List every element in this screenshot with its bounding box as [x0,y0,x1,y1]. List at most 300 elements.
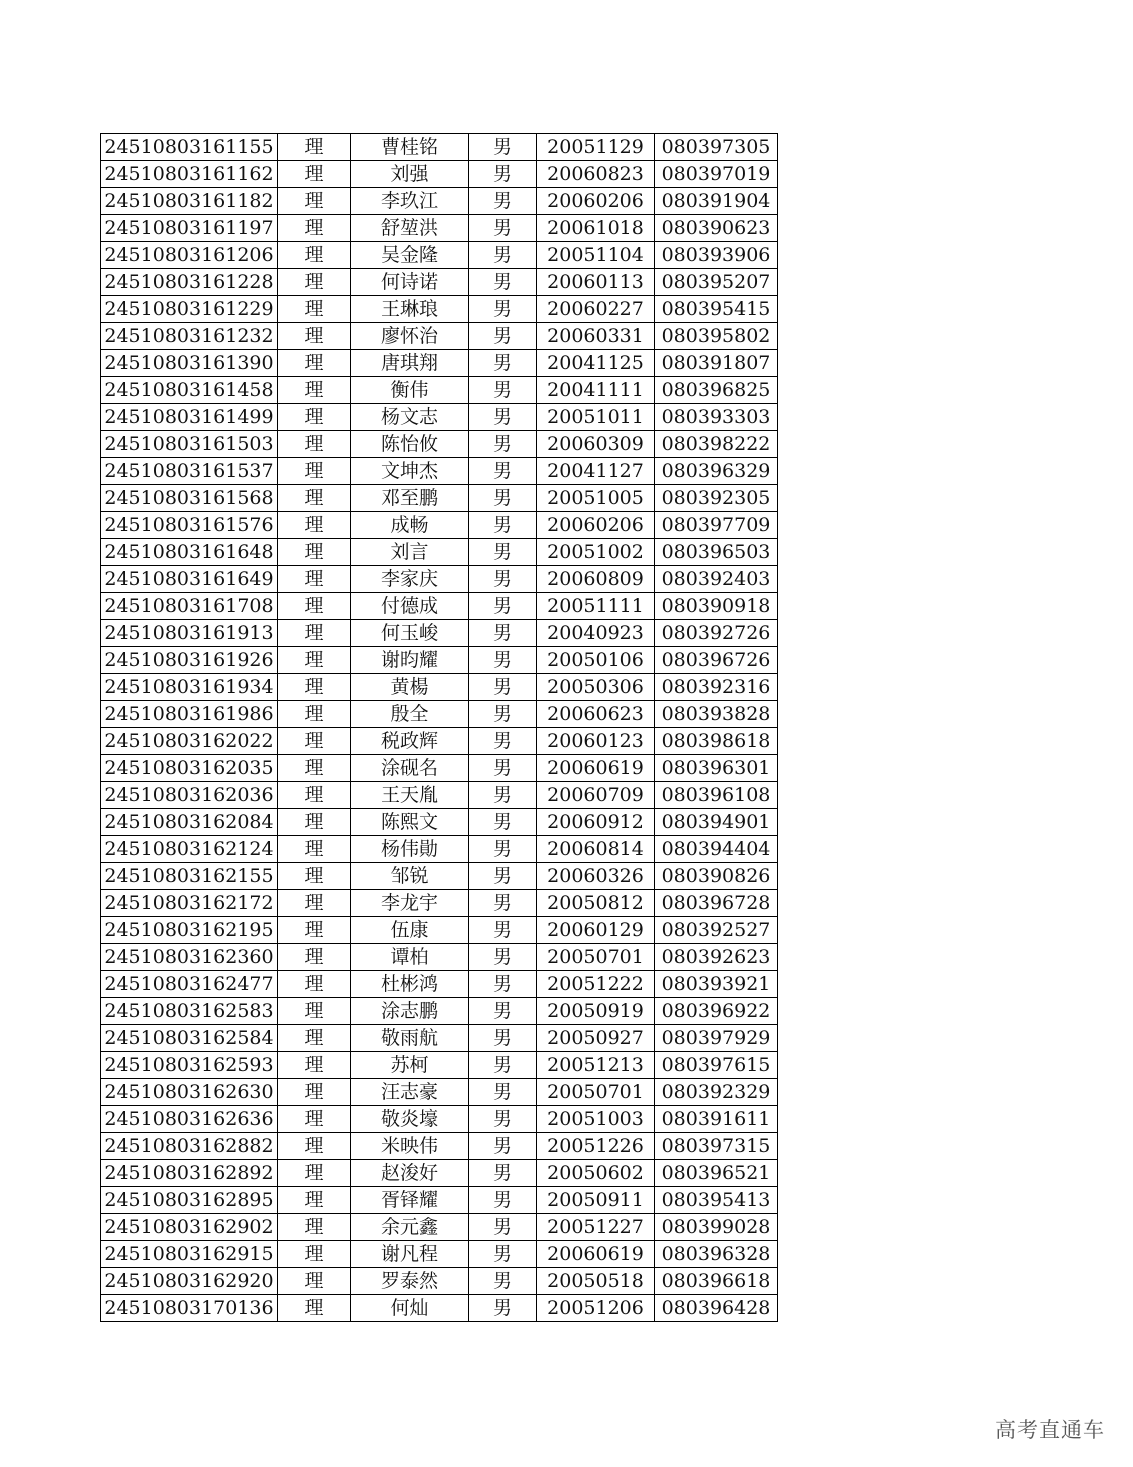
gender-cell: 男 [469,188,537,215]
gender-cell: 男 [469,566,537,593]
code-cell: 080396301 [655,755,778,782]
gender-cell: 男 [469,1133,537,1160]
birthdate-cell: 20051227 [537,1214,655,1241]
exam-number-cell: 24510803162172 [101,890,278,917]
subject-cell: 理 [278,1187,351,1214]
exam-number-cell: 24510803162920 [101,1268,278,1295]
table-row [101,1160,778,1187]
table-row [101,890,778,917]
exam-number-cell: 24510803161934 [101,674,278,701]
birthdate-cell: 20051104 [537,242,655,269]
exam-number-cell: 24510803161162 [101,161,278,188]
subject-cell: 理 [278,1025,351,1052]
name-cell: 唐琪翔 [351,350,469,377]
exam-number-cell: 24510803161913 [101,620,278,647]
exam-number-cell: 24510803161206 [101,242,278,269]
exam-number-cell: 24510803162036 [101,782,278,809]
table-row [101,539,778,566]
table-row [101,944,778,971]
table-row [101,674,778,701]
name-cell: 余元鑫 [351,1214,469,1241]
exam-number-cell: 24510803162895 [101,1187,278,1214]
code-cell: 080396728 [655,890,778,917]
birthdate-cell: 20060623 [537,701,655,728]
name-cell: 伍康 [351,917,469,944]
table-row [101,647,778,674]
name-cell: 李龙宇 [351,890,469,917]
name-cell: 成畅 [351,512,469,539]
table-row [101,485,778,512]
code-cell: 080390826 [655,863,778,890]
subject-cell: 理 [278,404,351,431]
code-cell: 080397305 [655,134,778,161]
birthdate-cell: 20050106 [537,647,655,674]
code-cell: 080393303 [655,404,778,431]
subject-cell: 理 [278,1160,351,1187]
name-cell: 刘强 [351,161,469,188]
exam-number-cell: 24510803162583 [101,998,278,1025]
code-cell: 080392527 [655,917,778,944]
exam-number-cell: 24510803161182 [101,188,278,215]
exam-number-cell: 24510803161503 [101,431,278,458]
subject-cell: 理 [278,728,351,755]
subject-cell: 理 [278,836,351,863]
gender-cell: 男 [469,944,537,971]
name-cell: 何诗诺 [351,269,469,296]
subject-cell: 理 [278,1106,351,1133]
gender-cell: 男 [469,647,537,674]
subject-cell: 理 [278,323,351,350]
name-cell: 米映伟 [351,1133,469,1160]
gender-cell: 男 [469,1241,537,1268]
birthdate-cell: 20050919 [537,998,655,1025]
gender-cell: 男 [469,269,537,296]
gender-cell: 男 [469,161,537,188]
table-row [101,458,778,485]
birthdate-cell: 20051213 [537,1052,655,1079]
gender-cell: 男 [469,809,537,836]
birthdate-cell: 20060309 [537,431,655,458]
subject-cell: 理 [278,269,351,296]
code-cell: 080394404 [655,836,778,863]
code-cell: 080393828 [655,701,778,728]
code-cell: 080397615 [655,1052,778,1079]
name-cell: 杨伟勛 [351,836,469,863]
table-row [101,998,778,1025]
table-row [101,836,778,863]
exam-number-cell: 24510803161499 [101,404,278,431]
gender-cell: 男 [469,890,537,917]
subject-cell: 理 [278,512,351,539]
birthdate-cell: 20060123 [537,728,655,755]
table-row [101,1268,778,1295]
table-row [101,1133,778,1160]
code-cell: 080391611 [655,1106,778,1133]
subject-cell: 理 [278,674,351,701]
table-row [101,296,778,323]
birthdate-cell: 20060206 [537,512,655,539]
gender-cell: 男 [469,539,537,566]
exam-number-cell: 24510803162035 [101,755,278,782]
exam-number-cell: 24510803161986 [101,701,278,728]
name-cell: 赵浚好 [351,1160,469,1187]
exam-number-cell: 24510803162630 [101,1079,278,1106]
exam-number-cell: 24510803161458 [101,377,278,404]
code-cell: 080395413 [655,1187,778,1214]
gender-cell: 男 [469,1214,537,1241]
birthdate-cell: 20041125 [537,350,655,377]
birthdate-cell: 20050927 [537,1025,655,1052]
birthdate-cell: 20051129 [537,134,655,161]
exam-number-cell: 24510803170136 [101,1295,278,1322]
name-cell: 涂砚名 [351,755,469,782]
name-cell: 廖怀治 [351,323,469,350]
code-cell: 080393921 [655,971,778,998]
code-cell: 080395802 [655,323,778,350]
subject-cell: 理 [278,1214,351,1241]
table-row [101,161,778,188]
table-row [101,755,778,782]
gender-cell: 男 [469,323,537,350]
gender-cell: 男 [469,728,537,755]
exam-number-cell: 24510803162155 [101,863,278,890]
birthdate-cell: 20060331 [537,323,655,350]
table-row [101,917,778,944]
table-row [101,809,778,836]
code-cell: 080393906 [655,242,778,269]
table-row [101,404,778,431]
gender-cell: 男 [469,1079,537,1106]
subject-cell: 理 [278,161,351,188]
name-cell: 王天胤 [351,782,469,809]
subject-cell: 理 [278,1241,351,1268]
subject-cell: 理 [278,458,351,485]
gender-cell: 男 [469,242,537,269]
exam-number-cell: 24510803161155 [101,134,278,161]
gender-cell: 男 [469,782,537,809]
table-row [101,134,778,161]
name-cell: 敬炎壕 [351,1106,469,1133]
exam-number-cell: 24510803162124 [101,836,278,863]
code-cell: 080394901 [655,809,778,836]
gender-cell: 男 [469,755,537,782]
birthdate-cell: 20060709 [537,782,655,809]
birthdate-cell: 20060326 [537,863,655,890]
table-row [101,215,778,242]
table-row [101,971,778,998]
exam-number-cell: 24510803161229 [101,296,278,323]
table-row [101,1241,778,1268]
birthdate-cell: 20060814 [537,836,655,863]
name-cell: 何灿 [351,1295,469,1322]
table-row [101,566,778,593]
birthdate-cell: 20051111 [537,593,655,620]
name-cell: 胥铎耀 [351,1187,469,1214]
subject-cell: 理 [278,1295,351,1322]
subject-cell: 理 [278,350,351,377]
name-cell: 涂志鹏 [351,998,469,1025]
gender-cell: 男 [469,1268,537,1295]
table-row [101,701,778,728]
birthdate-cell: 20051005 [537,485,655,512]
birthdate-cell: 20040923 [537,620,655,647]
subject-cell: 理 [278,1079,351,1106]
gender-cell: 男 [469,674,537,701]
name-cell: 陈熙文 [351,809,469,836]
birthdate-cell: 20060113 [537,269,655,296]
code-cell: 080398222 [655,431,778,458]
code-cell: 080396618 [655,1268,778,1295]
subject-cell: 理 [278,998,351,1025]
name-cell: 苏柯 [351,1052,469,1079]
gender-cell: 男 [469,593,537,620]
gender-cell: 男 [469,620,537,647]
exam-number-cell: 24510803162584 [101,1025,278,1052]
code-cell: 080392623 [655,944,778,971]
code-cell: 080396726 [655,647,778,674]
code-cell: 080397709 [655,512,778,539]
code-cell: 080396503 [655,539,778,566]
subject-cell: 理 [278,1268,351,1295]
code-cell: 080392305 [655,485,778,512]
birthdate-cell: 20060619 [537,755,655,782]
code-cell: 080396922 [655,998,778,1025]
subject-cell: 理 [278,296,351,323]
name-cell: 李玖江 [351,188,469,215]
birthdate-cell: 20060206 [537,188,655,215]
birthdate-cell: 20051222 [537,971,655,998]
exam-number-cell: 24510803161228 [101,269,278,296]
subject-cell: 理 [278,431,351,458]
exam-number-cell: 24510803162902 [101,1214,278,1241]
birthdate-cell: 20060619 [537,1241,655,1268]
exam-number-cell: 24510803161708 [101,593,278,620]
code-cell: 080396521 [655,1160,778,1187]
birthdate-cell: 20050701 [537,1079,655,1106]
exam-number-cell: 24510803162084 [101,809,278,836]
table-row [101,188,778,215]
birthdate-cell: 20051003 [537,1106,655,1133]
code-cell: 080396108 [655,782,778,809]
roster-table [100,133,778,1322]
table-row [101,377,778,404]
code-cell: 080391807 [655,350,778,377]
gender-cell: 男 [469,701,537,728]
name-cell: 殷全 [351,701,469,728]
subject-cell: 理 [278,782,351,809]
subject-cell: 理 [278,701,351,728]
name-cell: 杜彬鸿 [351,971,469,998]
birthdate-cell: 20051226 [537,1133,655,1160]
name-cell: 汪志豪 [351,1079,469,1106]
subject-cell: 理 [278,917,351,944]
gender-cell: 男 [469,458,537,485]
code-cell: 080390623 [655,215,778,242]
subject-cell: 理 [278,134,351,161]
birthdate-cell: 20060227 [537,296,655,323]
code-cell: 080396825 [655,377,778,404]
exam-number-cell: 24510803161648 [101,539,278,566]
subject-cell: 理 [278,944,351,971]
exam-number-cell: 24510803161390 [101,350,278,377]
name-cell: 谢昀耀 [351,647,469,674]
birthdate-cell: 20050518 [537,1268,655,1295]
birthdate-cell: 20060129 [537,917,655,944]
code-cell: 080390918 [655,593,778,620]
table-row [101,863,778,890]
code-cell: 080392316 [655,674,778,701]
birthdate-cell: 20060912 [537,809,655,836]
birthdate-cell: 20050306 [537,674,655,701]
exam-number-cell: 24510803161568 [101,485,278,512]
name-cell: 王琳琅 [351,296,469,323]
exam-number-cell: 24510803162360 [101,944,278,971]
exam-number-cell: 24510803161576 [101,512,278,539]
table-row [101,1295,778,1322]
subject-cell: 理 [278,647,351,674]
birthdate-cell: 20051011 [537,404,655,431]
table-row [101,728,778,755]
subject-cell: 理 [278,1133,351,1160]
code-cell: 080397315 [655,1133,778,1160]
exam-number-cell: 24510803162477 [101,971,278,998]
table-row [101,323,778,350]
gender-cell: 男 [469,998,537,1025]
code-cell: 080395415 [655,296,778,323]
code-cell: 080396328 [655,1241,778,1268]
gender-cell: 男 [469,836,537,863]
exam-number-cell: 24510803162882 [101,1133,278,1160]
birthdate-cell: 20050911 [537,1187,655,1214]
birthdate-cell: 20050812 [537,890,655,917]
gender-cell: 男 [469,1295,537,1322]
name-cell: 谢凡程 [351,1241,469,1268]
code-cell: 080396329 [655,458,778,485]
exam-number-cell: 24510803162915 [101,1241,278,1268]
gender-cell: 男 [469,350,537,377]
subject-cell: 理 [278,188,351,215]
gender-cell: 男 [469,431,537,458]
watermark: 高考直通车 [995,1418,1105,1442]
table-row [101,242,778,269]
name-cell: 刘言 [351,539,469,566]
table-row [101,269,778,296]
roster-table-body [101,134,778,1322]
gender-cell: 男 [469,971,537,998]
table-row [101,782,778,809]
birthdate-cell: 20041127 [537,458,655,485]
table-row [101,350,778,377]
gender-cell: 男 [469,134,537,161]
gender-cell: 男 [469,296,537,323]
gender-cell: 男 [469,215,537,242]
table-row [101,1025,778,1052]
code-cell: 080391904 [655,188,778,215]
code-cell: 080396428 [655,1295,778,1322]
exam-number-cell: 24510803162636 [101,1106,278,1133]
table-row [101,1214,778,1241]
exam-number-cell: 24510803162195 [101,917,278,944]
subject-cell: 理 [278,1052,351,1079]
table-row [101,1187,778,1214]
table-row [101,1052,778,1079]
gender-cell: 男 [469,485,537,512]
subject-cell: 理 [278,809,351,836]
code-cell: 080392726 [655,620,778,647]
name-cell: 李家庆 [351,566,469,593]
birthdate-cell: 20060809 [537,566,655,593]
subject-cell: 理 [278,971,351,998]
subject-cell: 理 [278,215,351,242]
name-cell: 舒堃洪 [351,215,469,242]
exam-number-cell: 24510803161232 [101,323,278,350]
birthdate-cell: 20060823 [537,161,655,188]
code-cell: 080399028 [655,1214,778,1241]
birthdate-cell: 20041111 [537,377,655,404]
subject-cell: 理 [278,593,351,620]
birthdate-cell: 20051206 [537,1295,655,1322]
birthdate-cell: 20051002 [537,539,655,566]
name-cell: 邓至鹏 [351,485,469,512]
gender-cell: 男 [469,377,537,404]
table-row [101,620,778,647]
exam-number-cell: 24510803161197 [101,215,278,242]
gender-cell: 男 [469,917,537,944]
exam-number-cell: 24510803161649 [101,566,278,593]
name-cell: 罗泰然 [351,1268,469,1295]
birthdate-cell: 20050701 [537,944,655,971]
table-row [101,1079,778,1106]
name-cell: 杨文志 [351,404,469,431]
subject-cell: 理 [278,539,351,566]
gender-cell: 男 [469,512,537,539]
exam-number-cell: 24510803162892 [101,1160,278,1187]
subject-cell: 理 [278,890,351,917]
subject-cell: 理 [278,863,351,890]
subject-cell: 理 [278,485,351,512]
birthdate-cell: 20061018 [537,215,655,242]
gender-cell: 男 [469,863,537,890]
subject-cell: 理 [278,620,351,647]
subject-cell: 理 [278,755,351,782]
name-cell: 敬雨航 [351,1025,469,1052]
name-cell: 何玉峻 [351,620,469,647]
subject-cell: 理 [278,566,351,593]
name-cell: 吴金隆 [351,242,469,269]
table-row [101,1106,778,1133]
table-row [101,512,778,539]
gender-cell: 男 [469,1052,537,1079]
code-cell: 080395207 [655,269,778,296]
name-cell: 黄楊 [351,674,469,701]
code-cell: 080397019 [655,161,778,188]
exam-number-cell: 24510803161926 [101,647,278,674]
exam-number-cell: 24510803162022 [101,728,278,755]
gender-cell: 男 [469,1025,537,1052]
birthdate-cell: 20050602 [537,1160,655,1187]
gender-cell: 男 [469,1106,537,1133]
subject-cell: 理 [278,242,351,269]
name-cell: 谭柏 [351,944,469,971]
name-cell: 衡伟 [351,377,469,404]
name-cell: 曹桂铭 [351,134,469,161]
code-cell: 080398618 [655,728,778,755]
subject-cell: 理 [278,377,351,404]
name-cell: 陈怡攸 [351,431,469,458]
code-cell: 080392403 [655,566,778,593]
code-cell: 080392329 [655,1079,778,1106]
name-cell: 文坤杰 [351,458,469,485]
